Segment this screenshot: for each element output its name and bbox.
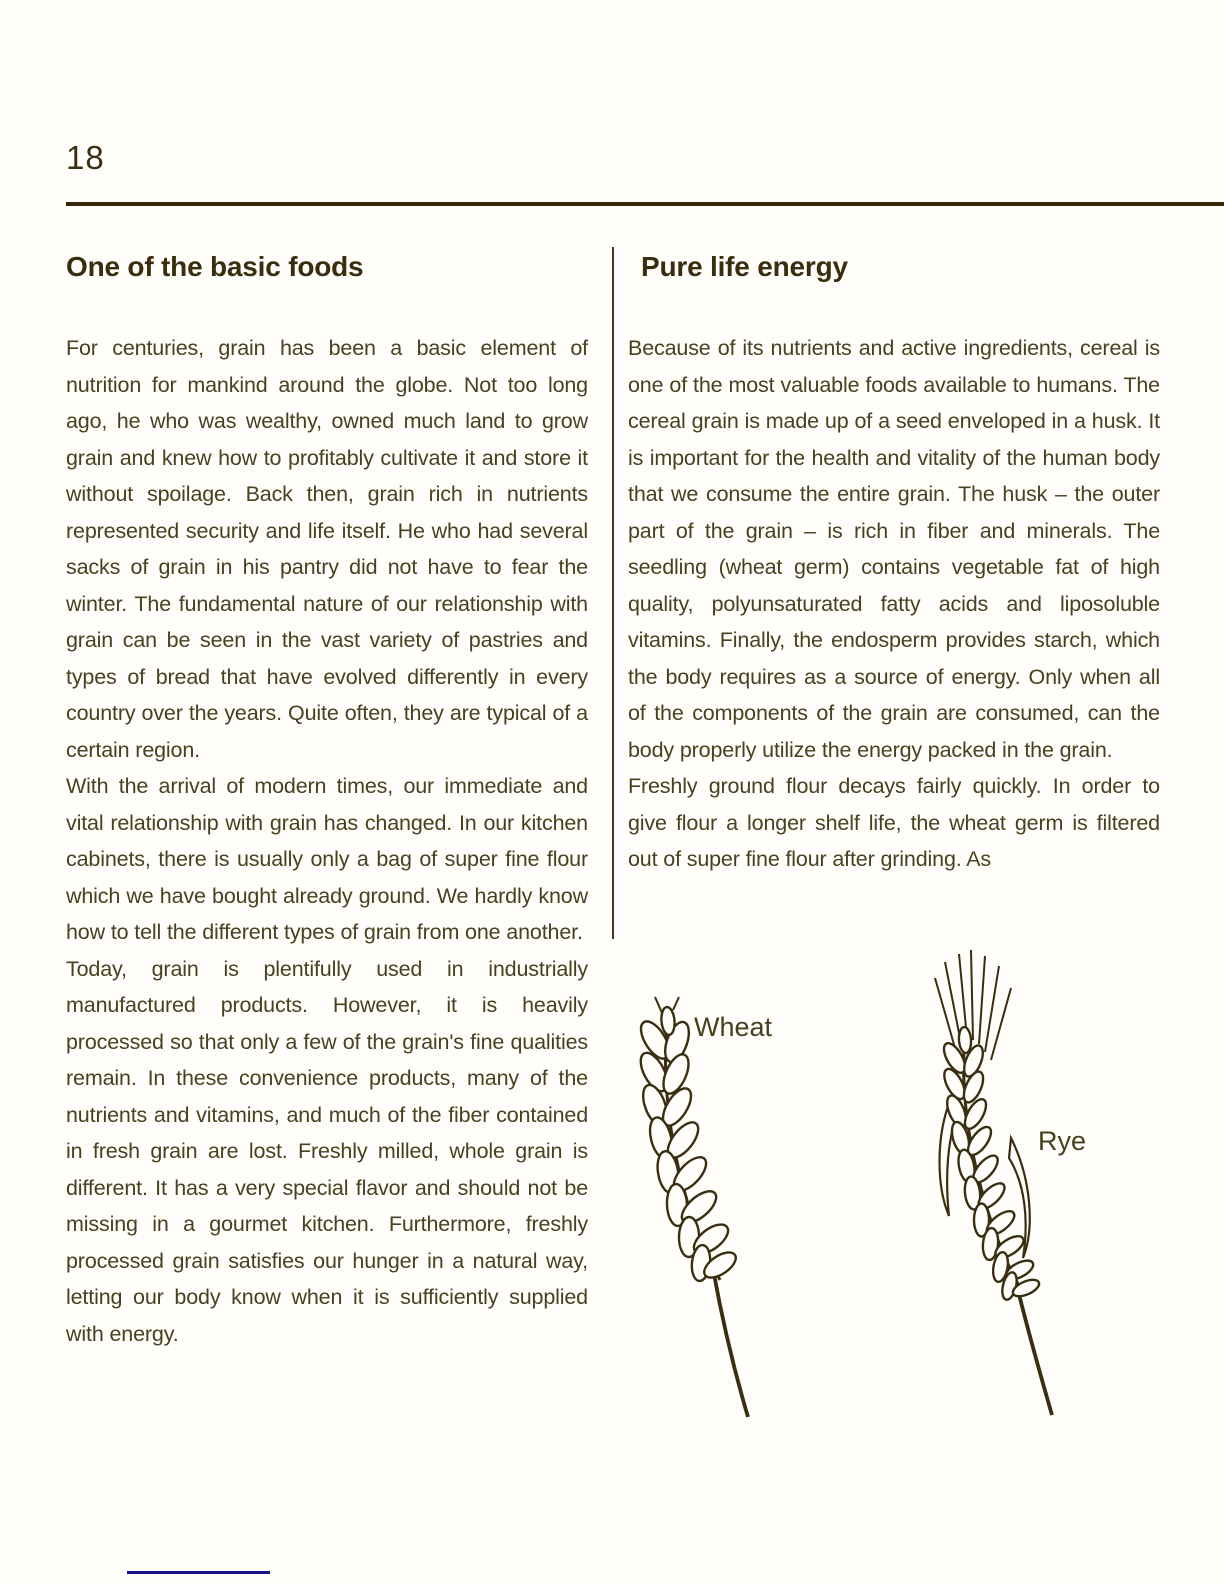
left-column-paragraph: For centuries, grain has been a basic element of nutrition for mankind around the globe. Not too long ago, he who was wealthy, owned much land to grow grain and knew how to profitably cultivate it and store it without spoilage. Back then, grain rich in nutrients represented security and life itself. He who had several sacks of grain in his pantry did not have to fear the winter. The fundamental nature of our relationship with grain can be seen in the vast variety of pastries and types of bread that have evolved differently in every country over the years. Quite often, they are typical of a certain region.: [66, 336, 588, 762]
rye-ear-illustration: [915, 948, 1065, 1418]
left-column: [66, 249, 588, 1352]
top-rule: [66, 202, 1224, 206]
rye-ear: [940, 1027, 1042, 1302]
footer-underline: [127, 1571, 270, 1574]
left-column-paragraph: With the arrival of modern times, our immediate and vital relationship with grain has changed. In our kitchen cabinets, there is usually only a bag of super fine flour which we have bought already ground. We hardly know how to tell the different types of grain from one another.: [66, 774, 588, 944]
wheat-stem: [712, 1263, 748, 1417]
page-number: 18: [66, 139, 105, 176]
right-column-paragraph: Because of its nutrients and active ingredients, cereal is one of the most valuable foods available to humans. The cereal grain is made up of a seed enveloped in a husk. It is important for the health and vitality of the human body that we consume the entire grain. The husk – the outer part of the grain – is rich in fiber and minerals. The seedling (wheat germ) contains vegetable fat of high quality, polyunsaturated fatty acids and liposoluble vitamins. Finally, the endosperm provides starch, which the body requires as a source of energy. Only when all of the components of the grain are consumed, can the body properly utilize the energy packed in the grain.: [628, 336, 1160, 762]
wheat-ear-illustration: [628, 995, 758, 1425]
right-column: [628, 249, 1160, 878]
column-divider: [612, 247, 614, 939]
wheat-label: Wheat: [694, 1012, 773, 1042]
rye-label: Rye: [1038, 1126, 1087, 1156]
left-column-heading: One of the basic foods: [66, 251, 364, 282]
right-column-paragraph: Freshly ground flour decays fairly quickly. In order to give flour a longer shelf life, the wheat germ is filtered out of super fine flour after grinding. As: [628, 774, 1160, 871]
left-column-paragraph: Today, grain is plentifully used in industrially manufactured products. However, it is heavily processed so that only a few of the grain's fine qualities remain. In these convenience products, many of the nutrients and vitamins, and much of the fiber contained in fresh grain are lost. Freshly milled, whole grain is different. It has a very special flavor and should not be missing in a gourmet kitchen. Furthermore, freshly processed grain satisfies our hunger in a natural way, letting our body know when it is sufficiently supplied with energy.: [66, 956, 588, 1346]
rye-stem: [1015, 1278, 1052, 1415]
right-column-heading: Pure life energy: [641, 251, 848, 282]
